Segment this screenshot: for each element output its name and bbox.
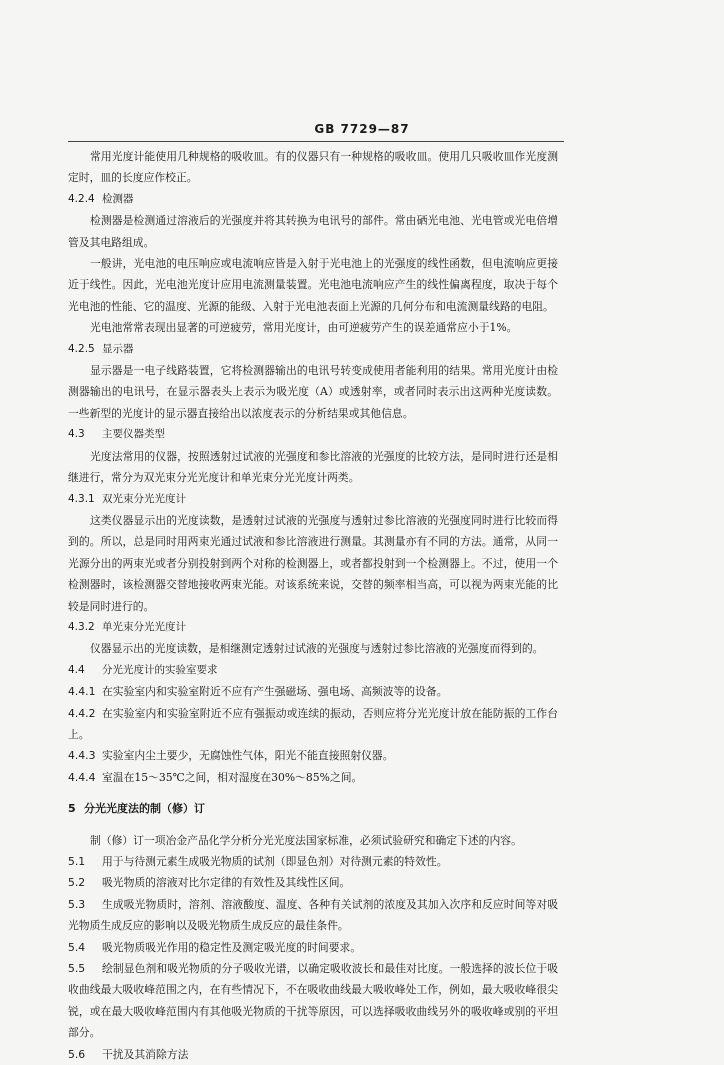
heading-title: 显示器 xyxy=(102,342,134,355)
item-text: 实验室内尘土要少，无腐蚀性气体，阳光不能直接照射仪器。 xyxy=(102,749,394,763)
heading-number: 4.3 xyxy=(68,428,85,441)
item-4-4-1 xyxy=(68,681,558,702)
item-text: 室温在15～35℃之间，相对湿度在30%～85%之间。 xyxy=(102,770,363,784)
item-number: 5.6 xyxy=(68,1047,86,1061)
item-4-4-2 xyxy=(68,703,558,746)
item-5-6 xyxy=(68,1044,558,1065)
item-number: 4.4.2 xyxy=(68,706,96,720)
heading-number: 4.3.1 xyxy=(68,492,95,505)
item-text: 吸光物质吸光作用的稳定性及测定吸光度的时间要求。 xyxy=(102,940,362,954)
item-number: 5.3 xyxy=(68,897,86,911)
section-title: 分光光度法的制（修）订 xyxy=(84,802,205,816)
item-text: 在实验室内和实验室附近不应有产生强磁场、强电场、高频波等的设备。 xyxy=(102,685,448,699)
item-4-4-4 xyxy=(68,767,558,788)
paragraph-double-beam: 这类仪器显示出的光度读数，是透射过试液的光强度与透射过参比溶液的光强度同时进行比较而得到的。所以，总是同时用两束光通过试液和参比溶液进行测量。其测量亦有不同的方法。通常，从同一光源分出的两束光或者分别投射到两个对称的检测器上，或者都投射到一个检测器上。不过，使用一个检测器时，该检测器交替地接收两束光能。对该系统来说，交替的频率相当高，可以视为两束光能的比较是同时进行的。 xyxy=(68,513,558,613)
item-4-4-3 xyxy=(68,745,558,766)
item-number: 5.2 xyxy=(68,876,86,890)
heading-number: 4.4 xyxy=(68,663,85,676)
item-5-3 xyxy=(68,894,558,937)
heading-title: 主要仪器类型 xyxy=(102,428,165,441)
item-text: 在实验室内和实验室附近不应有强振动或连续的振动，否则应将分光光度计放在能防振的工作台上。 xyxy=(68,706,558,741)
item-text: 生成吸光物质时，溶剂、溶液酸度、温度、各种有关试剂的浓度及其加入次序和反应时间等对吸光物质生成反应的影响以及吸光物质生成反应的最佳条件。 xyxy=(68,897,558,933)
heading-title: 双光束分光光度计 xyxy=(102,492,186,505)
heading-number: 4.2.4 xyxy=(68,192,95,205)
item-5-4 xyxy=(68,937,558,958)
heading-title: 单光束分光光度计 xyxy=(102,620,186,633)
heading-title: 检测器 xyxy=(102,192,134,205)
paragraph-single-beam: 仪器显示出的光度读数，是相继测定透射过试液的光强度与透射过参比溶液的光强度而得到的。 xyxy=(90,642,544,656)
heading-4-4 xyxy=(68,660,558,681)
heading-4-3-2 xyxy=(68,617,558,638)
item-text: 吸光物质的溶液对比尔定律的有效性及其线性区间。 xyxy=(102,876,351,890)
paragraph-cuvette: 常用光度计能使用几种规格的吸收皿。有的仪器只有一种规格的吸收皿。使用几只吸收皿作光度测定时，皿的长度应作校正。 xyxy=(68,150,558,185)
item-number: 5.4 xyxy=(68,940,86,954)
heading-number: 4.2.5 xyxy=(68,342,95,355)
item-number: 4.4.3 xyxy=(68,749,96,763)
heading-4-2-5 xyxy=(68,339,558,360)
heading-4-3 xyxy=(68,424,558,445)
heading-4-3-1 xyxy=(68,489,558,510)
section-gap xyxy=(68,788,558,798)
section-5-heading xyxy=(68,798,558,819)
paragraph-fatigue: 光电池常常表现出显著的可逆疲劳，常用光度计，由可逆疲劳产生的误差通常应小于1%。 xyxy=(90,321,518,335)
item-number: 5.1 xyxy=(68,855,86,868)
paragraph-section-5-intro: 制（修）订一项冶金产品化学分析分光光度法国家标准，必须试验研究和确定下述的内容。 xyxy=(90,833,522,847)
paragraph-instrument-types: 光度法常用的仪器，按照透射过试液的光强度和参比溶液的光强度的比较方法，是同时进行还是相继进行，常分为双光束分光光度计和单光束分光光度计两类。 xyxy=(68,449,558,485)
section-number: 5 xyxy=(68,802,76,816)
item-number: 5.5 xyxy=(68,962,86,976)
heading-title: 分光光度计的实验室要求 xyxy=(102,663,218,676)
header-rule xyxy=(68,141,564,142)
heading-number: 4.3.2 xyxy=(68,620,95,633)
item-text: 干扰及其消除方法 xyxy=(102,1047,189,1061)
item-5-5 xyxy=(68,958,558,1044)
item-text: 绘制显色剂和吸光物质的分子吸收光谱，以确定吸收波长和最佳对比度。一般选择的波长位于吸收曲线最大吸收峰范围之内，在有些情况下，不在吸收曲线最大吸收峰处工作，例如，最大吸收峰很尖锐，或在最大吸收峰范围内有其他吸光物质的干扰等原因，可以选择吸收曲线另外的吸收峰或别的平坦部分。 xyxy=(68,962,558,1040)
item-text: 用于与待测元素生成吸光物质的试剂（即显色剂）对待测元素的特效性。 xyxy=(102,855,448,868)
paragraph-photocell: 一般讲，光电池的电压响应或电流响应皆是入射于光电池上的光强度的线性函数，但电流响应更接近于线性。因此，光电池光度计应用电流测量装置。光电池电流响应产生的线性偏离程度，取决于每个光电池的性能、它的温度、光源的能级、入射于光电池表面上光源的几何分布和电流测量线路的电阻。 xyxy=(68,257,558,313)
document-body xyxy=(68,146,558,1065)
paragraph-detector: 检测器是检测通过溶液后的光强度并将其转换为电讯号的部件。常由硒光电池、光电管或光电倍增管及其电路组成。 xyxy=(68,214,558,249)
item-number: 4.4.1 xyxy=(68,685,96,699)
page-header: GB 7729—87 xyxy=(314,122,410,136)
section-gap xyxy=(68,820,558,830)
item-number: 4.4.4 xyxy=(68,770,96,784)
item-5-2 xyxy=(68,872,558,893)
paragraph-display: 显示器是一电子线路装置，它将检测器输出的电讯号转变成使用者能利用的结果。常用光度计由检测器输出的电讯号，在显示器表头上表示为吸光度（A）或透射率，或者同时表示出这两种光度读数。一些新型的光度计的显示器直接给出以浓度表示的分析结果或其他信息。 xyxy=(68,364,558,420)
heading-4-2-4 xyxy=(68,189,558,210)
item-5-1 xyxy=(68,851,558,872)
